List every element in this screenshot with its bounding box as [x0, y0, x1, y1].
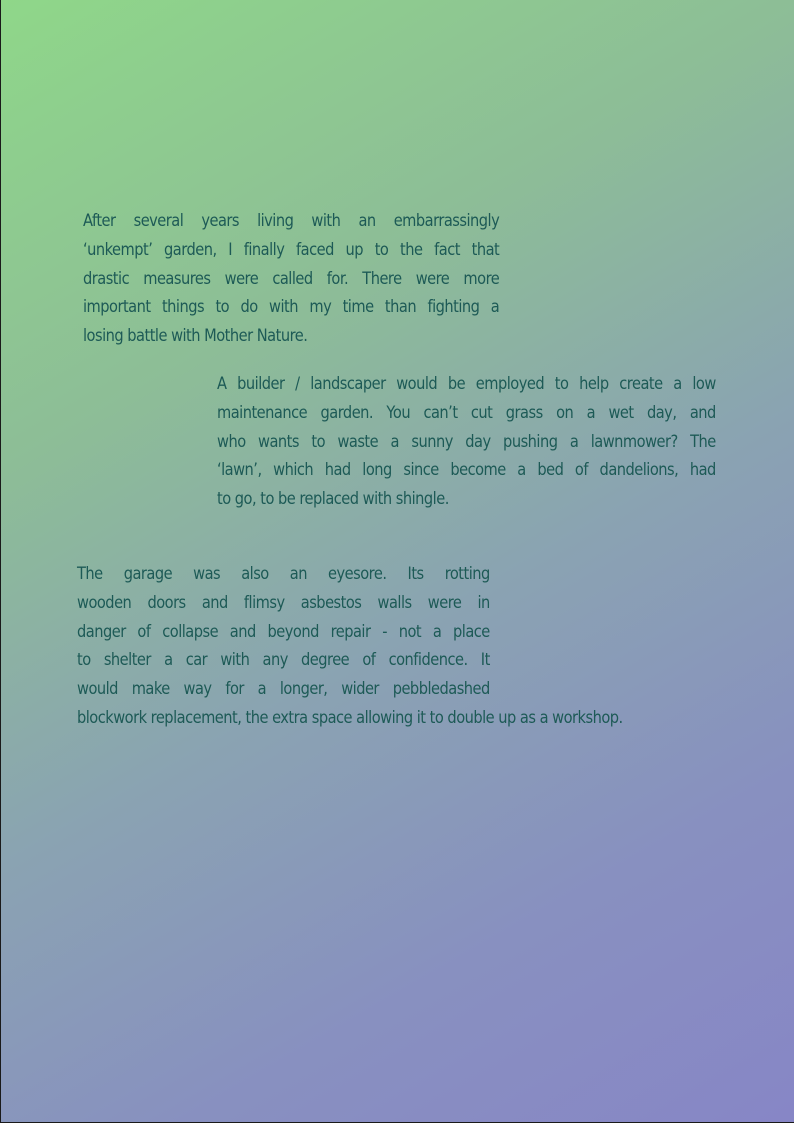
text-line: would make way for a longer, wider pebbledashed	[77, 679, 490, 700]
text-line: important things to do with my time than fighting a	[83, 297, 500, 318]
text-line: After several years living with an embarrassingly	[83, 211, 500, 231]
text-line: wooden doors and flimsy asbestos walls were in	[77, 592, 490, 613]
text-line: ‘unkempt’ garden, I finally faced up to the fact that	[83, 239, 500, 260]
text-line: danger of collapse and beyond repair - not a place	[77, 621, 490, 642]
text-line: drastic measures were called for. There were more	[83, 268, 500, 289]
text-line: ‘lawn’, which had long since become a bed of dandelions, had	[217, 460, 716, 481]
text-line: losing battle with Mother Nature.	[83, 326, 308, 347]
paragraph-garage	[77, 560, 623, 733]
text-line: to shelter a car with any degree of confidence. It	[77, 650, 490, 671]
paragraph-garden-intro	[83, 207, 499, 351]
text-line: who wants to waste a sunny day pushing a lawnmower? The	[217, 431, 716, 452]
text-line: maintenance garden. You can’t cut grass on a wet day, and	[217, 402, 716, 423]
text-line: A builder / landscaper would be employed to help create a low	[217, 374, 716, 394]
paragraph-landscaper	[217, 370, 716, 514]
text-line: blockwork replacement, the extra space allowing it to double up as a workshop.	[77, 707, 623, 728]
text-line: to go, to be replaced with shingle.	[217, 489, 449, 510]
text-line: The garage was also an eyesore. Its rotting	[77, 564, 490, 584]
